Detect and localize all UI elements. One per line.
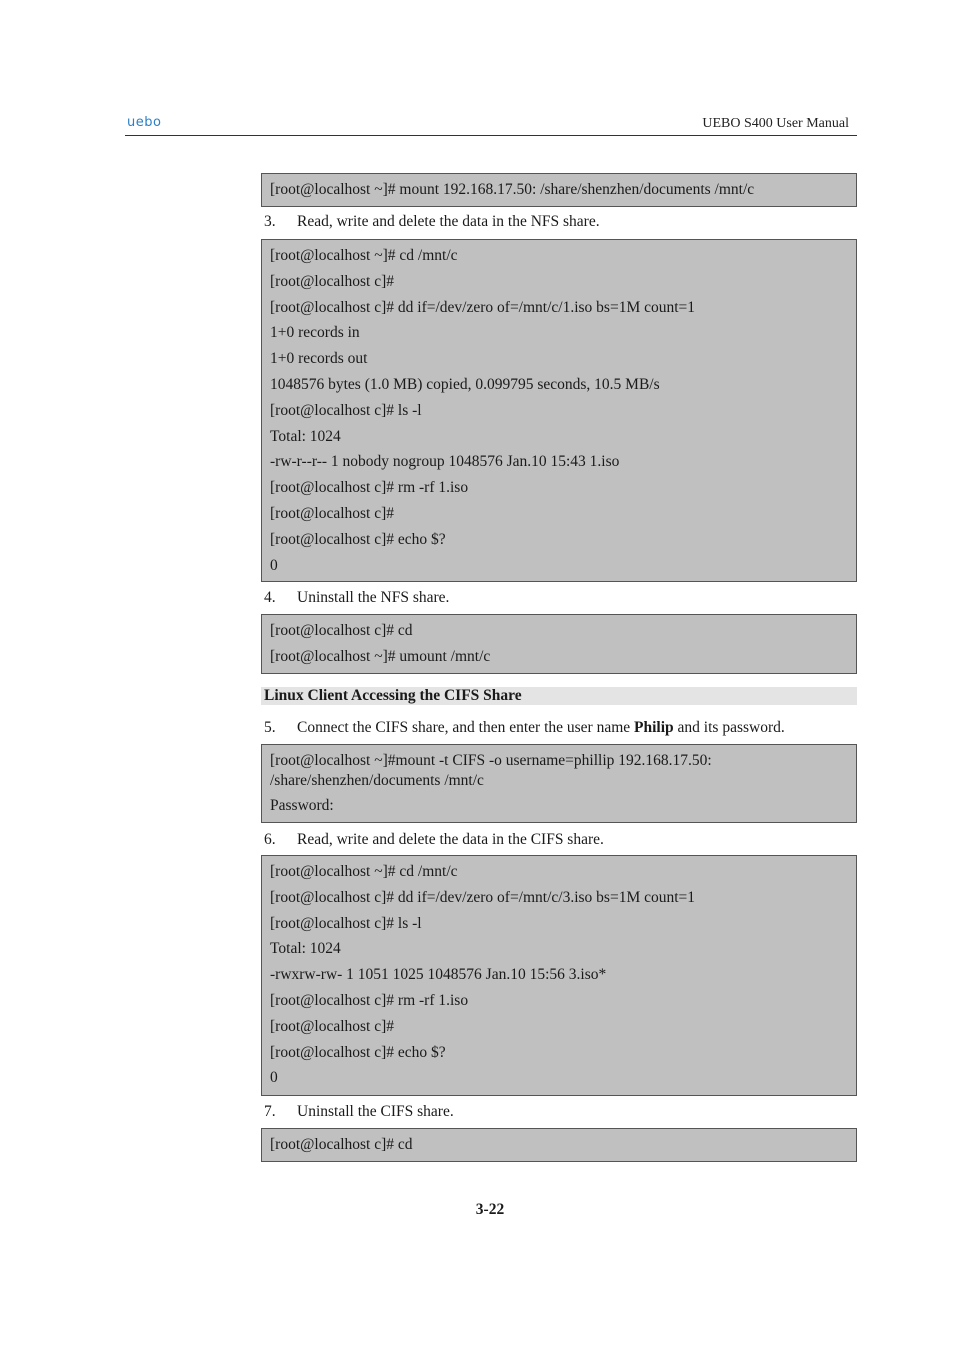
code-line: [root@localhost c]# rm -rf 1.iso: [270, 479, 469, 497]
uebo-logo: [127, 115, 167, 129]
step-text: Read, write and delete the data in the NFS share.: [297, 213, 600, 230]
step-text: Read, write and delete the data in the CIFS share.: [297, 831, 604, 848]
code-block-cifs-mount: [261, 744, 857, 823]
code-line: [root@localhost c]# echo $?: [270, 530, 446, 548]
code-line: -rwxrw-rw- 1 1051 1025 1048576 Jan.10 15:56 3.iso*: [270, 966, 607, 984]
code-line: [root@localhost c]#: [270, 1017, 395, 1035]
code-line: Total: 1024: [270, 940, 341, 958]
code-block-nfs-rw: [261, 239, 857, 582]
code-line: 0: [270, 556, 278, 574]
code-line: [root@localhost c]# ls -l: [270, 401, 422, 419]
code-line: 1+0 records out: [270, 350, 368, 368]
code-line: [root@localhost c]# cd: [270, 622, 413, 639]
code-line: Total: 1024: [270, 427, 341, 445]
step-number: 6.: [264, 831, 276, 848]
code-line: [root@localhost c]# dd if=/dev/zero of=/mnt/c/1.iso bs=1M count=1: [270, 298, 696, 316]
step-number: 7.: [264, 1103, 276, 1120]
manual-title: UEBO S400 User Manual: [702, 116, 849, 131]
page-header: [125, 113, 857, 136]
username-bold: Philip: [634, 719, 674, 736]
svg-text:uebo: uebo: [127, 115, 162, 129]
code-line: [root@localhost c]# ls -l: [270, 914, 422, 932]
code-line: 1048576 bytes (1.0 MB) copied, 0.099795 seconds, 10.5 MB/s: [270, 375, 660, 393]
step-text-after: and its password.: [673, 719, 785, 736]
step-text: [297, 719, 785, 737]
code-line: [root@localhost ~]# cd /mnt/c: [270, 247, 458, 264]
code-line: [root@localhost c]#: [270, 272, 395, 290]
code-line: [root@localhost c]# rm -rf 1.iso: [270, 991, 469, 1009]
code-block-cifs-umount: [261, 1128, 857, 1162]
code-line: [root@localhost ~]# mount 192.168.17.50: /share/shenzhen/documents /mnt/c: [270, 181, 755, 198]
code-line: [root@localhost c]# echo $?: [270, 1043, 446, 1061]
step-number: 4.: [264, 589, 276, 606]
code-line: 1+0 records in: [270, 324, 360, 342]
code-line: Password:: [270, 797, 334, 814]
code-line: [root@localhost c]#: [270, 504, 395, 522]
step-text: Uninstall the NFS share.: [297, 589, 450, 606]
code-line: [root@localhost ~]# umount /mnt/c: [270, 647, 491, 665]
step-number: 3.: [264, 213, 276, 230]
code-line: [root@localhost c]# cd: [270, 1136, 413, 1153]
step-text: Uninstall the CIFS share.: [297, 1103, 454, 1120]
step-text-before: Connect the CIFS share, and then enter the user name: [297, 719, 635, 736]
code-line: [root@localhost c]# dd if=/dev/zero of=/mnt/c/3.iso bs=1M count=1: [270, 888, 696, 906]
code-block-mount-nfs: [261, 173, 857, 207]
code-line: [root@localhost ~]#mount -t CIFS -o username=phillip 192.168.17.50: /share/shenzhen/documents /mnt/c: [270, 752, 712, 789]
code-block-nfs-umount: [261, 614, 857, 674]
code-line: 0: [270, 1069, 278, 1087]
step-number: 5.: [264, 719, 276, 736]
code-block-cifs-rw: [261, 855, 857, 1096]
code-line: -rw-r--r-- 1 nobody nogroup 1048576 Jan.10 15:43 1.iso: [270, 453, 620, 471]
code-line: [root@localhost ~]# cd /mnt/c: [270, 863, 458, 880]
section-heading: Linux Client Accessing the CIFS Share: [261, 687, 857, 705]
page-number: 3-22: [475, 1201, 505, 1218]
